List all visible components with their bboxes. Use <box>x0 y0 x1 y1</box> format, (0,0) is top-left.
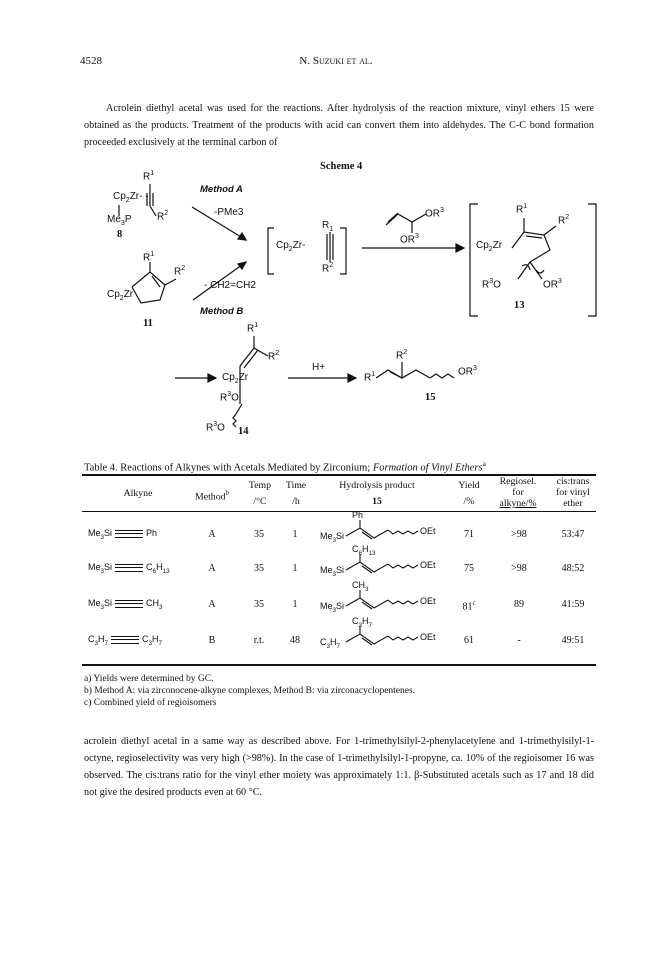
paragraph-bottom: acrolein diethyl acetal in a same way as described above. For 1-trimethylsilyl-2-phenylacetylene and 1-trimethylsilyl-1-octyne, regioselectivity was very high (>98%). In the case of 1-trimethylsilyl-1-propyne, ca. 10% of the regioisomer 16 was observed. The cis:trans ratio for the vinyl ether moiety was approximately 1:1. β-Substituted acetals such as 17 and 18 did not give the desired products even at 60 °C. <box>84 736 594 798</box>
compound-8-label: 8 <box>117 229 123 240</box>
method-cell: B <box>208 635 216 646</box>
col-method-label: Method <box>195 491 226 503</box>
compound-14-r1: $R^1$ <box>247 322 259 335</box>
table-header-rule <box>82 511 596 512</box>
compound-11-label: 11 <box>143 318 153 329</box>
method-cell: A <box>208 599 216 610</box>
alkyne-cell <box>88 598 163 611</box>
method-cell: A <box>208 563 216 574</box>
compound-13-r3o: $R^3O$ <box>482 278 501 291</box>
alkyne-right: Ph <box>146 528 158 538</box>
alkyne-right: $C_6H_{13}$ <box>146 562 170 575</box>
col-product-num: 15 <box>372 496 382 507</box>
col-product <box>325 480 429 507</box>
product-left: $C_3H_7$ <box>320 637 341 650</box>
alkyne-right: $C_3H_7$ <box>142 634 163 647</box>
cistrans-cell: 49:51 <box>561 635 585 646</box>
col-method <box>186 488 238 502</box>
yield-cell <box>452 529 486 540</box>
col-method-sup: b <box>225 490 229 497</box>
compound-11-cp2zr: $Cp_2Zr$ <box>107 289 134 302</box>
compound-8-r2: $R^2$ <box>157 210 169 223</box>
page-number: 4528 <box>80 55 102 67</box>
product-left: $Me_3Si$ <box>320 531 345 544</box>
col-regio-line3: alkyne/% <box>499 498 537 509</box>
yield-cell <box>452 563 486 574</box>
alkyne-left: $Me_3Si$ <box>88 528 113 541</box>
col-temp-unit: /°C <box>253 496 267 507</box>
compound-8-r1: $R^1$ <box>143 170 155 183</box>
yield-value: 75 <box>464 563 474 574</box>
temp-cell: 35 <box>254 599 264 610</box>
alkyne-cell <box>88 634 162 647</box>
acetal-or3-top: $OR^3$ <box>425 207 444 220</box>
alkyne-cell <box>88 562 170 575</box>
product-left: $Me_3Si$ <box>320 601 345 614</box>
cistrans-cell: 41:59 <box>561 599 585 610</box>
yield-value: 71 <box>464 529 474 540</box>
method-a-label: Method A <box>200 184 243 195</box>
compound-14-r3o-top: $R^3O$ <box>220 391 239 404</box>
col-time <box>278 480 314 507</box>
compound-13-label: 13 <box>514 300 525 311</box>
compound-13-cp2zr: $Cp_2Zr$ <box>476 240 503 253</box>
product-right: OEt <box>420 526 436 536</box>
time-cell: 48 <box>290 635 300 646</box>
alkyne-left: $C_3H_7$ <box>88 634 109 647</box>
time-cell: 1 <box>292 529 298 540</box>
regio-cell: >98 <box>511 529 527 540</box>
compound-15-r2: $R^2$ <box>396 349 408 362</box>
compound-13-r1: $R^1$ <box>516 203 528 216</box>
triple-bond <box>115 530 143 538</box>
col-regioselectivity <box>490 476 546 509</box>
col-yield-unit: /% <box>463 496 475 507</box>
reagent-pme3: -PMe3 <box>214 207 244 218</box>
temp-cell: 35 <box>254 563 264 574</box>
col-time-label: Time <box>285 480 307 491</box>
col-time-unit: /h <box>292 496 300 507</box>
method-cell: A <box>208 529 216 540</box>
footnote-a: a) Yields were determined by GC. <box>84 674 214 684</box>
time-cell: 1 <box>292 563 298 574</box>
product-substituent: $CH_3$ <box>352 580 369 593</box>
scheme-title: Scheme 4 <box>320 161 363 172</box>
product-right: OEt <box>420 632 436 642</box>
alkyne-left: $Me_3Si$ <box>88 562 113 575</box>
col-cistrans <box>548 476 598 509</box>
col-temp <box>240 480 280 507</box>
table-caption <box>84 459 486 474</box>
table-caption-prefix: Table 4. Reactions of Alkynes with Acetals Mediated by Zirconium; <box>84 462 371 474</box>
yield-value: 61 <box>464 635 474 646</box>
col-cistrans-line1: cis:trans <box>556 476 590 487</box>
col-cistrans-line3: ether <box>563 498 583 509</box>
product-substituent: $C_3H_7$ <box>352 616 373 629</box>
table-caption-sup: a <box>482 459 486 468</box>
temp-cell: r.t. <box>253 635 265 646</box>
product-substituent: Ph <box>352 510 364 520</box>
yield-cell <box>452 635 486 646</box>
time-cell: 1 <box>292 599 298 610</box>
compound-15-label: 15 <box>425 392 436 403</box>
intermediate-cp2zr: $Cp_2Zr-$ <box>276 240 306 253</box>
col-cistrans-line2: for vinyl <box>555 487 590 498</box>
regio-cell: - <box>517 635 521 646</box>
method-b-label: Method B <box>200 306 244 317</box>
product-right: OEt <box>420 560 436 570</box>
compound-11-r1: $R^1$ <box>143 251 155 264</box>
acetal-or3-bottom: $OR^3$ <box>400 233 419 246</box>
reagent-ethylene: - CH2=CH2 <box>204 280 256 291</box>
compound-14-r2: $R^2$ <box>268 350 280 363</box>
cistrans-cell: 48:52 <box>561 563 585 574</box>
compound-14-r3o-bottom: $R^3O$ <box>206 421 225 434</box>
compound-8-cp2zr: $Cp_2Zr-$ - <box>113 191 149 204</box>
col-product-label: Hydrolysis product <box>339 480 415 491</box>
paragraph-top: Acrolein diethyl acetal was used for the reactions. After hydrolysis of the reaction mixture, vinyl ethers 15 were obtained as the products. Treatment of the products with acid can convert them into aldehydes. The C-C bond formation proceeded exclusively at the terminal carbon of <box>84 103 594 148</box>
alkyne-left: $Me_3Si$ <box>88 598 113 611</box>
triple-bond <box>111 636 139 644</box>
compound-15-or3: $OR^3$ <box>458 365 477 378</box>
compound-13-r2: $R^2$ <box>558 214 570 227</box>
regio-cell: >98 <box>511 563 527 574</box>
intermediate-r1: $R_1$ <box>322 220 334 233</box>
triple-bond <box>115 600 143 608</box>
col-regio-line1: Regiosel. <box>499 476 537 487</box>
alkyne-cell <box>88 528 157 541</box>
compound-8-me3p: $Me_3P$ <box>107 214 132 227</box>
table-bottom-rule <box>82 664 596 666</box>
product-right: OEt <box>420 596 436 606</box>
compound-11-r2: $R^2$ <box>174 265 186 278</box>
acid-label: H+ <box>312 362 326 373</box>
cistrans-cell: 53:47 <box>561 529 585 540</box>
compound-13-or3: $OR^3$ <box>543 278 562 291</box>
regio-cell: 89 <box>514 599 524 610</box>
compound-15-r1: $R^1$ <box>364 371 376 384</box>
yield-cell <box>452 599 486 612</box>
col-yield-label: Yield <box>458 480 480 491</box>
col-temp-label: Temp <box>248 480 272 491</box>
yield-sup: c <box>472 599 476 607</box>
col-regio-line2: for <box>512 487 524 498</box>
compound-14-cp2zr: $Cp_2Zr$ <box>222 372 249 385</box>
product-left: $Me_3Si$ <box>320 565 345 578</box>
running-title: N. Suzuki et al. <box>299 55 373 67</box>
col-alkyne: Alkyne <box>123 488 153 499</box>
yield-value: 81 <box>462 601 473 613</box>
product-substituent: $C_6H_{13}$ <box>352 544 376 557</box>
intermediate-r2: $R^2$ <box>322 262 334 275</box>
col-yield <box>449 480 489 507</box>
footnote-c: c) Combined yield of regioisomers <box>84 698 217 708</box>
table-caption-italic: Formation of Vinyl Ethers <box>372 462 483 474</box>
triple-bond <box>115 564 143 572</box>
compound-14-label: 14 <box>238 426 249 437</box>
temp-cell: 35 <box>254 529 264 540</box>
alkyne-right: $CH_3$ <box>146 598 163 611</box>
footnote-b: b) Method A: via zirconocene-alkyne complexes, Method B: via zirconacyclopentenes. <box>84 686 416 696</box>
